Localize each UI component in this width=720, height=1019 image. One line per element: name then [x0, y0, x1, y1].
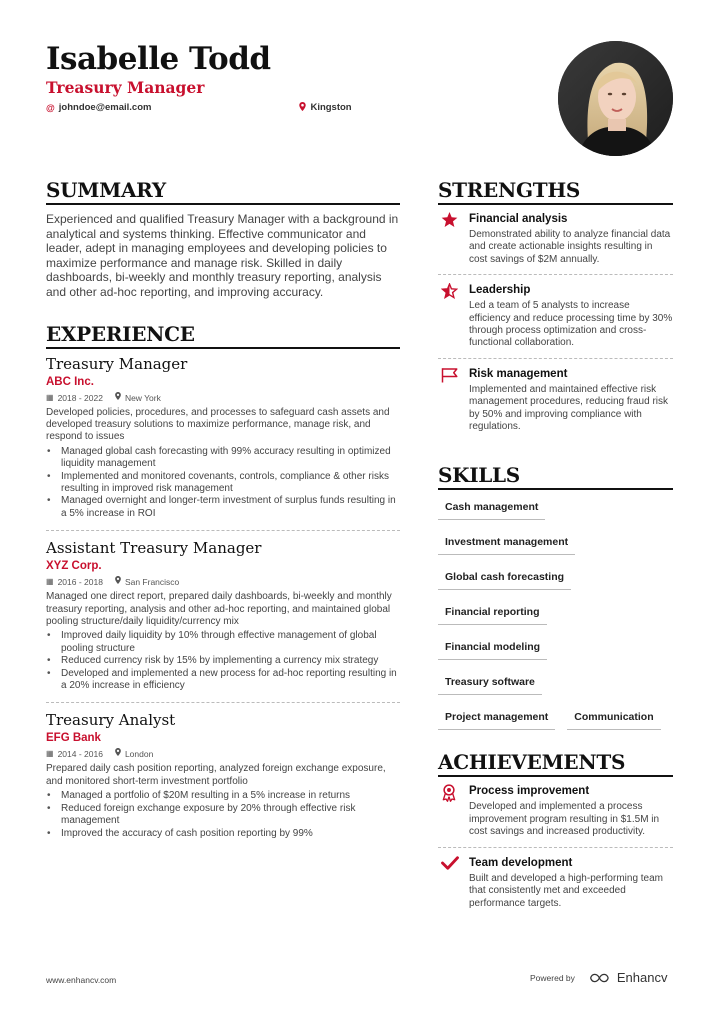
enhancv-logo[interactable] [589, 970, 668, 985]
dates-text: 2014 - 2016 [57, 749, 103, 760]
summary-heading: SUMMARY [46, 178, 400, 205]
brand-name: Enhancv [616, 970, 668, 985]
strength-title: Risk management [469, 367, 568, 380]
bullet-item: • Managed overnight and longer-term investment of surplus funds resulting in a 5% increase in ROI [46, 495, 400, 520]
star-filled-icon [441, 212, 463, 266]
location-text: Kingston [310, 102, 352, 113]
calendar-icon: ▦ [46, 577, 54, 587]
flag-icon [441, 367, 463, 434]
powered-by-text: Powered by [530, 972, 575, 983]
strengths-section [438, 178, 673, 441]
checkmark-icon [441, 856, 463, 910]
experience-heading: EXPERIENCE [46, 322, 400, 349]
strength-item [438, 274, 673, 358]
skill-tag: Financial modeling [438, 636, 547, 660]
skill-tag: Investment management [438, 531, 575, 555]
bullet-item: • Reduced foreign exchange exposure by 20% through effective risk management [46, 803, 400, 828]
company-name: XYZ Corp. [46, 560, 102, 573]
achievement-item [438, 847, 673, 918]
job-meta [46, 748, 400, 760]
job-title: Treasury Manager [46, 354, 188, 373]
strengths-heading: STRENGTHS [438, 178, 673, 205]
job-location [115, 748, 153, 760]
job-location [115, 392, 161, 404]
achievement-title: Process improvement [469, 785, 590, 798]
strength-title: Leadership [469, 284, 531, 297]
bullet-item: • Improved the accuracy of cash position reporting by 99% [46, 828, 400, 840]
job-title: Treasury Analyst [46, 711, 176, 730]
experience-section [46, 322, 400, 840]
company-name: EFG Bank [46, 732, 101, 745]
map-pin-icon [115, 392, 121, 404]
award-icon [441, 784, 463, 838]
skill-tag: Communication [567, 706, 660, 730]
strength-desc: Implemented and maintained effective risk management procedures, reducing fraud risk by 50% and improving compliance with regulations. [469, 383, 668, 433]
bullet-item: • Reduced currency risk by 15% by implementing a currency mix strategy [46, 655, 400, 667]
skills-heading: SKILLS [438, 463, 673, 490]
calendar-icon: ▦ [46, 392, 54, 402]
job-bullets [46, 446, 400, 520]
email-contact[interactable] [46, 102, 151, 113]
bullet-item: • Developed and implemented a new process for ad-hoc reporting resulting in a 20% increase in efficiency [46, 668, 400, 693]
job-description: Managed one direct report, prepared daily dashboards, bi-weekly and monthly treasury reporting, analysis and other ad-hoc reporting, and maintained global pooling structure/daily liquidity/currency mix [46, 591, 392, 628]
skills-section [438, 463, 673, 741]
star-outline-icon [441, 283, 463, 350]
footer-website[interactable]: www.enhancv.com [46, 975, 117, 985]
achievements-heading: ACHIEVEMENTS [438, 750, 673, 777]
strength-item [438, 212, 673, 274]
achievement-title: Team development [469, 856, 573, 869]
strength-item [438, 358, 673, 442]
right-column [438, 178, 673, 918]
company-name: ABC Inc. [46, 375, 94, 388]
map-pin-icon [115, 576, 121, 588]
job-bullets [46, 630, 400, 692]
job-bullets [46, 790, 400, 840]
resume-header [46, 40, 526, 113]
bullet-item: • Managed a portfolio of $20M resulting in a 5% increase in returns [46, 790, 400, 802]
map-pin-icon [115, 748, 121, 760]
dates-text: 2018 - 2022 [57, 392, 103, 403]
bullet-item: • Implemented and monitored covenants, controls, compliance & other risks resulting in improved risk management [46, 471, 400, 496]
achievement-desc: Developed and implemented a process improvement program resulting in $1.5M in cost savings and increased productivity. [469, 801, 660, 838]
skill-tag: Cash management [438, 496, 545, 520]
skill-tag: Treasury software [438, 671, 542, 695]
job-description: Developed policies, procedures, and processes to safeguard cash assets and developed treasury solutions to maximize performance, manage risk, and respond to issues [46, 406, 390, 443]
skill-tag: Project management [438, 706, 555, 730]
bullet-item: • Improved daily liquidity by 10% through effective management of global pooling structure [46, 630, 400, 655]
summary-text: Experienced and qualified Treasury Manager with a background in analytical and systems thinking. Effective communicator and leader, adept in managing employees and developing policies to maximize performance and manage risk. Skilled in daily dashboards, bi-weekly and monthly treasury reporting, analysis and other ad-hoc reporting, and improving accuracy. [46, 212, 399, 299]
bullet-item: • Managed global cash forecasting with 99% accuracy resulting in optimized liquidity management [46, 446, 400, 471]
dates-text: 2016 - 2018 [57, 577, 103, 588]
candidate-role: Treasury Manager [46, 78, 205, 97]
profile-photo [558, 41, 673, 156]
left-column [46, 178, 400, 840]
job-title: Assistant Treasury Manager [46, 539, 262, 558]
summary-section [46, 178, 400, 300]
footer-branding [530, 970, 667, 985]
achievements-section [438, 750, 673, 917]
achievement-item [438, 784, 673, 846]
strength-desc: Demonstrated ability to analyze financial data and create actionable insights resulting in cost savings of $2M annually. [469, 229, 671, 265]
experience-item [46, 530, 400, 692]
location-text: San Francisco [124, 577, 180, 588]
job-meta [46, 392, 400, 404]
experience-item [46, 702, 400, 839]
skill-tag: Financial reporting [438, 601, 547, 625]
strength-title: Financial analysis [469, 213, 568, 225]
job-dates [46, 748, 103, 760]
calendar-icon: ▦ [46, 749, 54, 759]
enhancv-logo-icon [589, 971, 613, 985]
experience-item [46, 355, 400, 521]
skills-list [438, 496, 673, 741]
job-description: Prepared daily cash position reporting, analyzed foreign exchange exposure, and monitored short-term investment portfolio [46, 763, 386, 787]
location-contact [299, 102, 351, 113]
skill-tag: Global cash forecasting [438, 566, 571, 590]
candidate-name: Isabelle Todd [46, 41, 271, 77]
map-pin-icon [299, 102, 306, 113]
strength-desc: Led a team of 5 analysts to increase efficiency and reduce processing time by 30% through process optimization and cross-functional collaboration. [469, 300, 673, 349]
achievement-desc: Built and developed a high-performing team that consistently met and exceeded performance targets. [469, 872, 664, 909]
job-location [115, 576, 179, 588]
location-text: London [124, 749, 154, 760]
location-text: New York [124, 392, 161, 403]
job-dates [46, 576, 103, 588]
contact-info [46, 102, 526, 113]
at-sign-icon: @ [46, 102, 55, 113]
job-meta [46, 576, 400, 588]
job-dates [46, 392, 103, 404]
email-text[interactable]: johndoe@email.com [58, 102, 152, 113]
